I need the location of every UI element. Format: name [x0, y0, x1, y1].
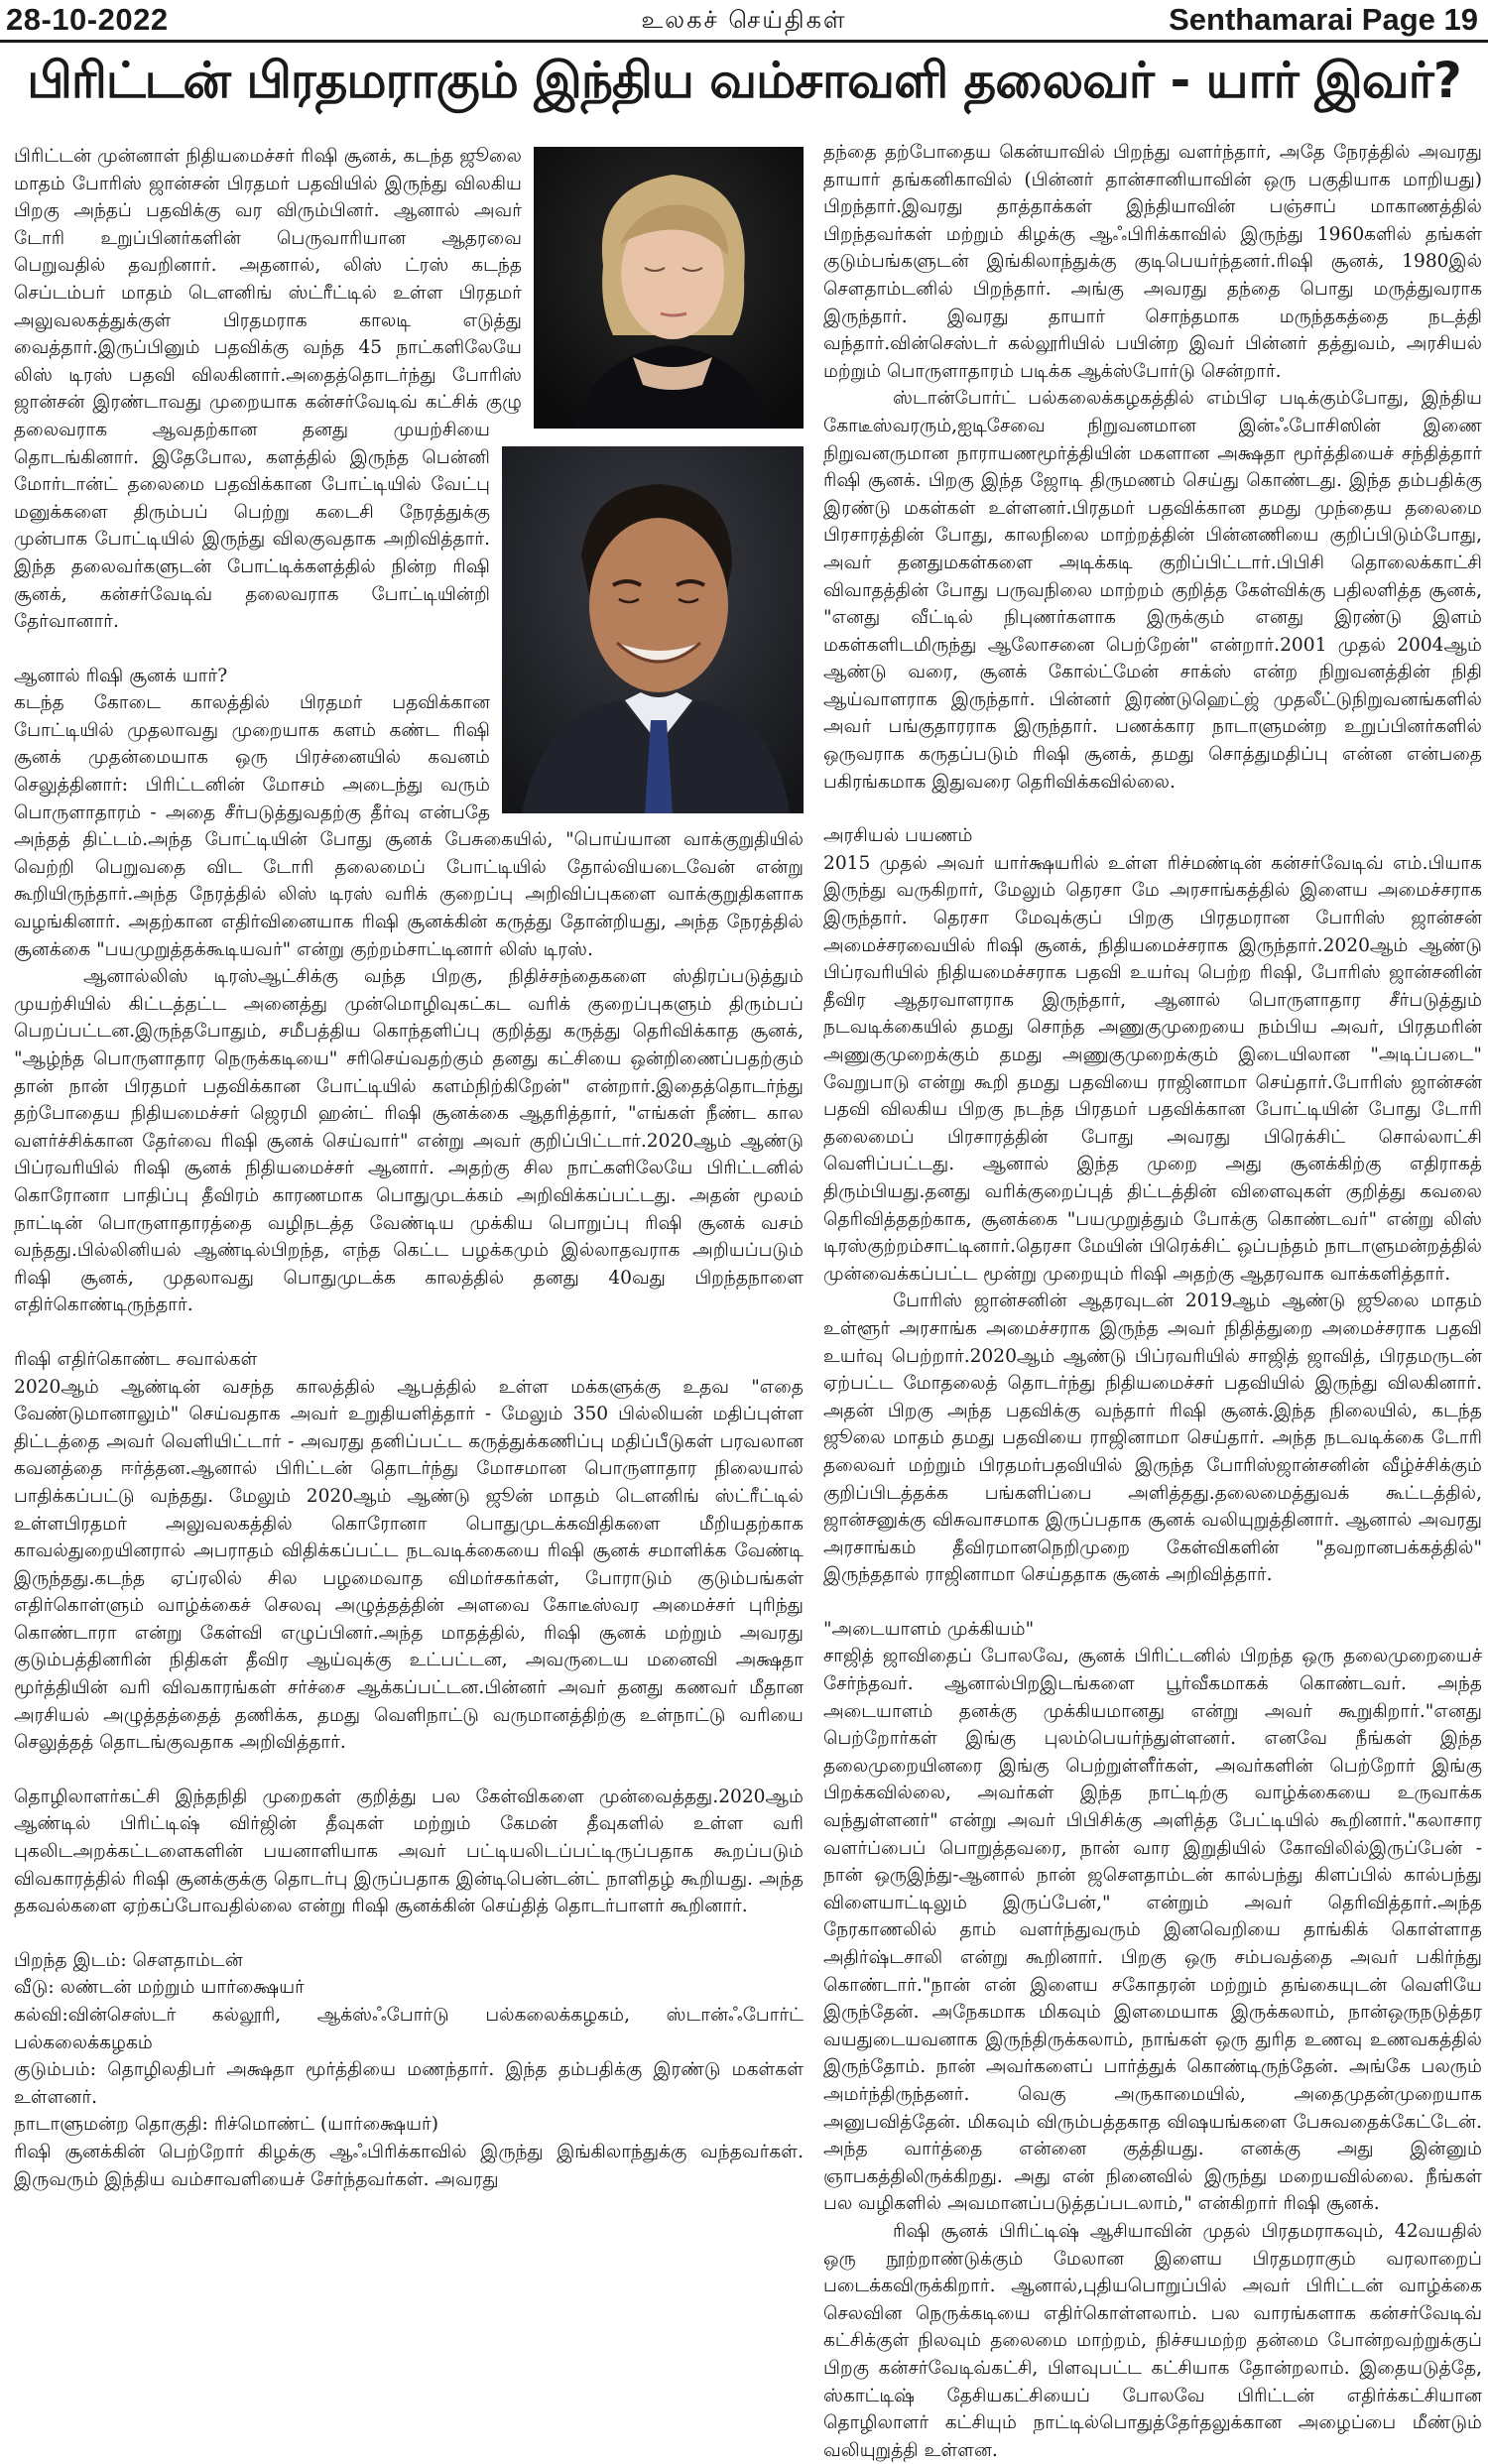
right-column	[823, 139, 1482, 2461]
left-column	[14, 143, 804, 2295]
man-portrait-illustration	[502, 446, 804, 813]
masthead-rule	[0, 40, 1488, 43]
subheading-identity-matters: "அடையாளம் முக்கியம்"	[823, 1618, 1035, 1640]
woman-politician-photo	[534, 147, 804, 429]
left-paragraph-2: கடந்த கோடை காலத்தில் பிரதமர் பதவிக்கான போட்டியில் முதலாவது முறையாக களம் கண்ட ரிஷி சூனக் முதன்மையாக ஒரு பிரச்னையில் கவனம் செலுத்தினார்: பிரிட்டனின் மோசம் அடைந்து வரும் பொருளாதாரம் - அதை சீர்படுத்துவதற்கு தீர்வு என்பதே அந்தத் திட்டம்.அந்த போட்டியின் போது சூனக் பேசுகையில், "பொய்யான வாக்குறுதியில் வெற்றி பெறுவதை விட டோரி தலைமைப் போட்டியில் தோல்வியடைவேன் என்று கூறியிருந்தார்.அந்த நேரத்தில் லிஸ் டிரஸ் வரிக் குறைப்பு அறிவிப்புகளை வாக்குறுதிகளாக வழங்கினார். அதற்கான எதிர்வினையாக ரிஷி சூனக்கின் கருத்து தோன்றியது, அந்த நேரத்தில் சூனக்கை "பயமுறுத்தக்கூடியவர்" என்று குற்றம்சாட்டினார் லிஸ் டிரஸ்.	[14, 692, 804, 960]
subheading-political-journey: அரசியல் பயணம்	[823, 825, 973, 847]
woman-portrait-illustration	[534, 147, 804, 429]
left-paragraph-4: 2020ஆம் ஆண்டின் வசந்த காலத்தில் ஆபத்தில் உள்ள மக்களுக்கு உதவ "எதை வேண்டுமானாலும்" செய்வதாக அவர் உறுதியளித்தார் - மேலும் 350 பில்லியன் மதிப்புள்ள திட்டத்தை அவர் வெளியிட்டார் - அவரது தனிப்பட்ட கருத்துக்கணிப்பு மதிப்பீடுகள் பரவலான கவனத்தை ஈர்த்தன.ஆனால் பிரிட்டன் தொடர்ந்து மோசமான பொருளாதார நிலையால் பாதிக்கப்பட்டு வந்தது. மேலும் 2020ஆம் ஆண்டு ஜூன் மாதம் டௌனிங் ஸ்ட்ரீட்டில் உள்ளபிரதமர் அலுவலகத்தில் கொரோனா பொதுமுடக்கவிதிகளை மீறியதற்காக காவல்துறையினரால் அபராதம் விதிக்கப்பட்ட நடவடிக்கையை ரிஷி சூனக் சமாளிக்க வேண்டி இருந்தது.கடந்த ஏப்ரலில் சில பழமைவாத விமர்சகர்கள், போராடும் குடும்பங்கள் எதிர்கொள்ளும் வாழ்க்கைச் செலவு அழுத்தத்தின் அளவை கோடீஸ்வர அமைச்சர் புரிந்து கொண்டாரா என்று கேள்வி எழுப்பினர்.அந்த மாதத்தில், ரிஷி சூனக் மற்றும் அவரது குடும்பத்தினரின் நிதிகள் தீவிர ஆய்வுக்கு உட்பட்டன, அவருடைய மனைவி அக்ஷதா மூர்த்தியின் வரி விவகாரங்கள் சர்ச்சை ஆக்கப்பட்டன.பின்னர் அவர் தனது கணவர் மீதான அரசியல் அழுத்தத்தைத் தணிக்க, தமது வெளிநாட்டு வருமானத்திற்கு உள்நாட்டு வரியை செலுத்தத் தொடங்குவதாக அறிவித்தார்.	[14, 1376, 804, 1754]
fact-family: குடும்பம்: தொழிலதிபர் அக்ஷதா மூர்த்தியை மணந்தார். இந்த தம்பதிக்கு இரண்டு மகள்கள் உள்ளனர்.	[14, 2059, 804, 2108]
smiling-man-photo	[502, 446, 804, 813]
right-paragraph-6: ரிஷி சூனக் பிரிட்டிஷ் ஆசியாவின் முதல் பிரதமராகவும், 42வயதில் ஒரு நூற்றாண்டுக்கும் மேலான இளைய பிரதமராகும் வரலாறைப் படைக்கவிருக்கிறார். ஆனால்,புதியபொறுப்பில் அவர் பிரிட்டன் வாழ்க்கை செலவின நெருக்கடியை எதிர்கொள்ளலாம். பல வாரங்களாக கன்சர்வேடிவ் கட்சிக்குள் நிலவும் தலைமை மாற்றம், நிச்சயமற்ற தன்மை போன்றவற்றுக்குப் பிறகு கன்சர்வேடிவ்கட்சி, பிளவுபட்ட கட்சியாக தோன்றலாம். இதையடுத்தே, ஸ்காட்டிஷ் தேசியகட்சியைப் போலவே பிரிட்டன் எதிர்க்கட்சியான தொழிலாளர் கட்சியும் நாட்டில்பொதுத்தேர்தலுக்கான அழைப்பை மீண்டும் வலியுறுத்தி உள்ளன.	[823, 2220, 1482, 2461]
right-paragraph-5: சாஜித் ஜாவிதைப் போலவே, சூனக் பிரிட்டனில் பிறந்த ஒரு தலைமுறையைச் சேர்ந்தவர். ஆனால்பிறஇடங்களை பூர்வீகமாகக் கொண்டவர். அந்த அடையாளம் தனக்கு முக்கியமானது என்று அவர் கூறுகிறார்."எனது பெற்றோர்கள் இங்கு புலம்பெயர்ந்துள்ளனர். எனவே நீங்கள் இந்த தலைமுறையினரை இங்கு பெற்றுள்ளீர்கள், அவர்களின் பெற்றோர் இங்கு பிறக்கவில்லை, அவர்கள் இந்த நாட்டிற்கு வாழ்க்கையை உருவாக்க வந்துள்ளனர்" என்று அவர் பிபிசிக்கு அளித்த பேட்டியில் கூறினார்."கலாசார வளர்ப்பைப் பொறுத்தவரை, நான் வார இறுதியில் கோவிலில்இருப்பேன் - நான் ஒருஇந்து-ஆனால் நான் ஜசௌதாம்டன் கால்பந்து கிளப்பில் கால்பந்து விளையாட்டிலும் இருப்பேன்," என்றும் அவர் தெரிவித்தார்.அந்த நேரகாணலில் தாம் வளர்ந்துவரும் இனவெறியை தாங்கிக் கொள்ளாத அதிர்ஷ்டசாலி என்று கூறினார். பிறகு ஒரு சம்பவத்தை அவர் பகிர்ந்து கொண்டார்."நான் என் இளைய சகோதரன் மற்றும் தங்கையுடன் வெளியே இருந்தேன். அநேகமாக மிகவும் இளமையாக இருக்கலாம், நான்ஒருநடுத்தர வயதுடையவனாக இருந்திருக்கலாம், நாங்கள் ஒரு துரித உணவு உணவகத்தில் இருந்தோம். நான் அவர்களைப் பார்த்துக் கொண்டிருந்தேன். அங்கே பலரும் அமர்ந்திருந்தனர். வெகு அருகாமையில், அதைமுதன்முறையாக அனுபவித்தேன். மிகவும் விரும்பத்தகாத விஷயங்களை பேசுவதைக்கேட்டேன். அந்த வார்த்தை என்னை குத்தியது. எனக்கு அது இன்னும் ஞாபகத்திலிருக்கிறது. அது என் நினைவில் இருந்து மறையவில்லை. நீங்கள் பல வழிகளில் அவமானப்படுத்தப்படலாம்," என்கிறார் ரிஷி சூனக்.	[823, 1646, 1482, 2215]
right-paragraph-4: போரிஸ் ஜான்சனின் ஆதரவுடன் 2019ஆம் ஆண்டு ஜூலை மாதம் உள்ளூர் அரசாங்க அமைச்சராக இருந்த அவர் நிதித்துறை அமைச்சராக பதவி உயர்வு பெற்றார்.2020ஆம் ஆண்டு பிப்ரவரியில் சாஜித் ஜாவித், பிரதமருடன் ஏற்பட்ட மோதலைத் தொடர்ந்து நிதியமைச்சர் பதவியில் இருந்து விலகினார். அதன் பிறகு அந்த பதவிக்கு வந்தார் ரிஷி சூனக்.இந்த நிலையில், கடந்த ஜூலை மாதம் தமது பதவியை ராஜினாமா செய்தார். அந்த நடவடிக்கை டோரி தலைவர் மற்றும் பிரதமர்பதவியில் இருந்த போரிஸ்ஜான்சனின் வீழ்ச்சிக்கும் குறிப்பிடத்தக்க பங்களிப்பை அளித்தது.தலைமைத்துவக் கூட்டத்தில், ஜான்சனுக்கு விசுவாசமாக இருப்பதாக சூனக் வலியுறுத்தினார். ஆனால் அவரது அரசாங்கம் தீவிரமானநெறிமுறை கேள்விகளின் "தவறானபக்கத்தில்" இருந்ததால் ராஜினாமா செய்ததாக சூனக் அறிவித்தார்.	[823, 1291, 1482, 1586]
left-paragraph-3: ஆனால்லிஸ் டிரஸ்ஆட்சிக்கு வந்த பிறகு, நிதிச்சந்தைகளை ஸ்திரப்படுத்தும் முயற்சியில் கிட்டத்தட்ட அனைத்து முன்மொழிவுகட்கட வரிக் குறைப்புகளும் திரும்பப் பெறப்பட்டன.இருந்தபோதும், சமீபத்திய கொந்தளிப்பு குறித்து கருத்து தெரிவிக்காத சூனக், "ஆழ்ந்த பொருளாதார நெருக்கடியை" சரிசெய்வதற்கும் தனது கட்சியை ஒன்றிணைப்பதற்கும் தான் நான் பிரதமர் பதவிக்கான போட்டியில் களம்நிற்கிறேன்" என்றார்.இதைத்தொடர்ந்து தற்போதைய நிதியமைச்சர் ஜெரமி ஹன்ட் ரிஷி சூனக்கை ஆதரித்தார், "எங்கள் நீண்ட கால வளர்ச்சிக்கான தேர்வை ரிஷி சூனக் செய்வார்" என்று அவர் குறிப்பிட்டார்.2020ஆம் ஆண்டு பிப்ரவரியில் ரிஷி சூனக் நிதியமைச்சர் ஆனார். அதற்கு சில நாட்களிலேயே பிரிட்டனில் கொரோனா பாதிப்பு தீவிரம் காரணமாக பொதுமுடக்கம் அறிவிக்கப்பட்டது. அதன் மூலம் நாட்டின் பொருளாதாரத்தை வழிநடத்த வேண்டிய முக்கிய பொறுப்பு ரிஷி சூனக் வசம் வந்தது.பில்லினியல் ஆண்டில்பிறந்த, எந்த கெட்ட பழக்கமும் இல்லாதவராக அறியப்படும் ரிஷி சூனக், முதலாவது பொதுமுடக்க காலத்தில் தனது 40வது பிறந்தநாளை எதிர்கொண்டிருந்தார்.	[14, 966, 804, 1316]
left-paragraph-5: தொழிலாளர்கட்சி இந்தநிதி முறைகள் குறித்து பல கேள்விகளை முன்வைத்தது.2020ஆம் ஆண்டில் பிரிட்டிஷ் விர்ஜின் தீவுகள் மற்றும் கேமன் தீவுகளில் உள்ள வரி புகலிடஅறக்கட்டளைகளின் பயனாளியாக அவர் பட்டியலிடப்பட்டிருப்பதாக கூறப்படும் விவகாரத்தில் ரிஷி சூனக்குக்கு தொடர்பு இருப்பதாக இன்டிபென்டன்ட் நாளிதழ் கூறியது. அந்த தகவல்களை ஏற்கப்போவதில்லை என்று ரிஷி சூனக்கின் செய்தித் தொடர்பாளர் கூறினார்.	[14, 1786, 804, 1917]
page-label: Senthamarai Page 19	[1169, 2, 1478, 37]
fact-home: வீடு: லண்டன் மற்றும் யார்க்ஷையர்	[14, 1977, 305, 1999]
masthead	[0, 0, 1488, 42]
fact-constituency: நாடாளுமன்ற தொகுதி: ரிச்மொண்ட் (யார்க்ஷையர்)	[14, 2114, 438, 2136]
section-title: உலகச் செய்திகள்	[641, 6, 847, 34]
subheading-challenges: ரிஷி எதிர்கொண்ட சவால்கள்	[14, 1348, 258, 1370]
left-paragraph-6: ரிஷி சூனக்கின் பெற்றோர் கிழக்கு ஆஃபிரிக்காவில் இருந்து இங்கிலாந்துக்கு வந்தவர்கள். இருவரும் இந்திய வம்சாவளியைச் சேர்ந்தவர்கள். அவரது	[14, 2141, 804, 2190]
fact-birthplace: பிறந்த இடம்: சௌதாம்டன்	[14, 1949, 243, 1971]
right-paragraph-1: தந்தை தற்போதைய கென்யாவில் பிறந்து வளர்ந்தார், அதே நேரத்தில் அவரது தாயார் தங்கனிகாவில் (பின்னர் தான்சானியாவின் ஒரு பகுதியாக மாறியது) பிறந்தார்.இவரது தாத்தாக்கள் இந்தியாவின் பஞ்சாப் மாகாணத்தில் பிறந்தவர்கள் மற்றும் கிழக்கு ஆஃபிரிக்காவில் இருந்து 1960களில் தங்கள் குடும்பங்களுடன் இங்கிலாந்துக்கு குடிபெயர்ந்தனர்.ரிஷி சூனக், 1980இல் சௌதாம்டனில் பிறந்தார். அங்கு அவரது தந்தை பொது மருத்துவராக இருந்தார். இவரது தாயார் சொந்தமாக மருந்தகத்தை நடத்தி வந்தார்.வின்செஸ்டர் கல்லூரியில் பயின்ற இவர் பின்னர் தத்துவம், அரசியல் மற்றும் பொருளாதாரம் படிக்க ஆக்ஸ்போர்டு சென்றார்.	[823, 142, 1482, 382]
right-paragraph-3: 2015 முதல் அவர் யார்க்ஷயரில் உள்ள ரிச்மண்டின் கன்சர்வேடிவ் எம்.பியாக இருந்து வருகிறார், மேலும் தெரசா மே அரசாங்கத்தில் இளைய அமைச்சராக இருந்தார். தெரசா மேவுக்குப் பிறகு பிரதமரான போரிஸ் ஜான்சன் அமைச்சரவையில் ரிஷி சூனக், நிதியமைச்சராக இருந்தார்.2020ஆம் ஆண்டு பிப்ரவரியில் நிதியமைச்சராக பதவி உயர்வு பெற்ற ரிஷி, போரிஸ் ஜான்சனின் தீவிர ஆதரவாளராக இருந்தார், ஆனால் பொருளாதார சீர்படுத்தும் நடவடிக்கையில் தமது சொந்த அணுகுமுறையை நம்பிய அவர், பிரதமரின் அணுகுமுறைக்கும் தமது அணுகுமுறைக்கும் இடையிலான "அடிப்படை" வேறுபாடு என்று கூறி தமது பதவியை ராஜினாமா செய்தார்.போரிஸ் ஜான்சன் பதவி விலகிய பிறகு நடந்த பிரதமர் பதவிக்கான போட்டியின் போது டோரி தலைமைப் பிரசாரத்தின் போது அவரது பிரெக்சிட் சொல்லாட்சி வெளிப்பட்டது. ஆனால் இந்த முறை அது சூனக்கிற்கு எதிராகத் திரும்பியது.தனது வரிக்குறைப்புத் திட்டத்தின் விளைவுகள் குறித்து கவலை தெரிவித்ததற்காக, சூனக்கை "பயமுறுத்தும் போக்கு கொண்டவர்" என்று லிஸ் டிரஸ்குற்றம்சாட்டினார்.தெரசா மேயின் பிரெக்சிட் ஒப்பந்தம் நாடாளுமன்றத்தில் முன்வைக்கப்பட்ட மூன்று முறையும் ரிஷி அதற்கு ஆதரவாக வாக்களித்தார்.	[823, 852, 1482, 1285]
right-paragraph-2: ஸ்டான்போர்ட் பல்கலைக்கழகத்தில் எம்பிஏ படிக்கும்போது, இந்திய கோடீஸ்வரரும்,ஐடிசேவை நிறுவனமான இன்ஃபோசிஸின் இணை நிறுவனருமான நாராயணமூர்த்தியின் மகளான அக்ஷதா மூர்த்தியைச் சந்தித்தார் ரிஷி சூனக். பிறகு இந்த ஜோடி திருமணம் செய்து கொண்டது. இந்த தம்பதிக்கு இரண்டு மகள்கள் உள்ளனர்.பிரதமர் பதவிக்கான தமது முந்தைய தலைமை பிரசாரத்தின் போது, காலநிலை மாற்றத்தின் பின்னணியை குறிப்பிடும்போது, அவர் தனதுமகள்களை அடிக்கடி குறிப்பிட்டார்.பிபிசி தொலைக்காட்சி விவாதத்தின் போது பருவநிலை மாற்றம் குறித்த கேள்விக்கு பதிலளித்த சூனக், "எனது வீட்டில் நிபுணர்களாக இருக்கும் எனது இரண்டு இளம் மகள்களிடமிருந்து ஆலோசனை பெற்றேன்" என்றார்.2001 முதல் 2004ஆம் ஆண்டு வரை, சூனக் கோல்ட்மேன் சாக்ஸ் என்ற நிறுவனத்தின் நிதி ஆய்வாளராக இருந்தார். பின்னர் இரண்டுஹெட்ஜ் முதலீட்டுநிறுவனங்களில் அவர் பங்குதாரராக இருந்தார். பணக்கார நாடாளுமன்ற உறுப்பினர்களில் ஒருவராக கருதப்படும் ரிஷி சூனக், தமது சொத்துமதிப்பு என்ன என்பதை பகிரங்கமாக இதுவரை தெரிவிக்கவில்லை.	[823, 388, 1482, 793]
issue-date: 28-10-2022	[6, 2, 169, 37]
headline: பிரிட்டன் பிரதமராகும் இந்திய வம்சாவளி தலைவர் - யார் இவர்?	[27, 52, 1461, 109]
subheading-who-is-rishi: ஆனால் ரிஷி சூனக் யார்?	[14, 665, 228, 686]
fact-education: கல்வி:வின்செஸ்டர் கல்லூரி, ஆக்ஸ்ஃபோர்டு பல்கலைக்கழகம், ஸ்டான்ஃபோர்ட் பல்கலைக்கழகம்	[14, 2005, 804, 2053]
left-paragraph-1: பிரிட்டன் முன்னாள் நிதியமைச்சர் ரிஷி சூனக், கடந்த ஜூலை மாதம் போரிஸ் ஜான்சன் பிரதமர் பதவியில் இருந்து விலகிய பிறகு அந்தப் பதவிக்கு வர விரும்பினர். ஆனால் அவர் டோரி உறுப்பினர்களின் பெருவாரியான ஆதரவை பெறுவதில் தவறினார். அதனால், லிஸ் ட்ரஸ் கடந்த செப்டம்பர் மாதம் டௌனிங் ஸ்ட்ரீட்டில் உள்ள பிரதமர் அலுவலகத்துக்குள் பிரதமராக காலடி எடுத்து வைத்தார்.இருப்பினும் பதவிக்கு வந்த 45 நாட்களிலேயே லிஸ் டிரஸ் பதவி விலகினார்.அதைத்தொடர்ந்து போரிஸ் ஜான்சன் இரண்டாவது முறையாக கன்சர்வேடிவ் கட்சிக் குழு தலைவராக ஆவதற்கான தனது முயற்சியை தொடங்கினார். இதேபோல, களத்தில் இருந்த பென்னி மோர்டான்ட் தலைமை பதவிக்கான போட்டியில் வேட்பு மனுக்களை திரும்பப் பெற்று கடைசி நேரத்துக்கு முன்பாக போட்டியில் இருந்து விலகுவதாக அறிவித்தார். இந்த தலைவர்களுடன் போட்டிக்களத்தில் நின்ற ரிஷி சூனக், கன்சர்வேடிவ் தலைவராக போட்டியின்றி தேர்வானார்.	[14, 146, 522, 633]
